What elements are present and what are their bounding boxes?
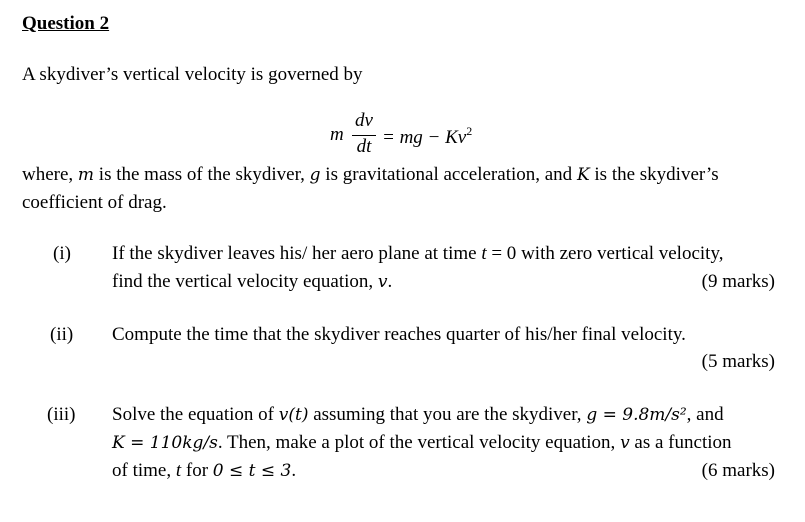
governing-equation: [330, 110, 550, 166]
eq-numerator: dv: [355, 110, 373, 131]
part-ii-label: (ii): [50, 324, 74, 345]
part-i-v: v: [377, 272, 388, 292]
part-iii-line-3: of time, t for 0 ≤ t ≤ 3.: [112, 460, 297, 481]
part-ii-line-1: Compute the time that the skydiver reaches quarter of his/her final velocity.: [112, 324, 686, 345]
part-i-marks: (9 marks): [701, 271, 775, 292]
part-iii-marks: (6 marks): [701, 460, 775, 481]
symbol-K: K: [576, 165, 590, 185]
symbol-m: m: [77, 165, 95, 185]
part-i-line-1: If the skydiver leaves his/ her aero plane at time t = 0 with zero vertical velocity,: [112, 243, 724, 264]
eq-rhs: = mg − $Kv^2$: [382, 124, 473, 148]
part-i-line-2: find the vertical velocity equation, v.: [112, 271, 393, 292]
eq-exponent: 2: [466, 124, 473, 138]
part-iii-K-value: K = 110kg/s: [112, 433, 218, 453]
part-iii-line-1: Solve the equation of v(t) assuming that you are the skydiver, g = 9.8m/s², and: [112, 404, 724, 425]
eq-denominator: dt: [356, 136, 372, 157]
eq-mass: m: [330, 124, 344, 145]
part-iii-v: v: [620, 433, 630, 453]
where-line-2: coefficient of drag.: [22, 192, 167, 213]
part-iii-label: (iii): [47, 404, 76, 425]
where-line-1: where, m is the mass of the skydiver, g is gravitational acceleration, and K is the skydiver’s: [22, 164, 719, 185]
part-iii-line-2: K = 110kg/s. Then, make a plot of the vertical velocity equation, v as a function: [112, 432, 732, 453]
part-iii-range: 0 ≤ t ≤ 3: [212, 461, 292, 481]
symbol-g: g: [309, 165, 321, 185]
part-i-label: (i): [53, 243, 71, 264]
part-iii-vt: v(t): [278, 405, 309, 425]
part-i-t: t: [481, 243, 487, 264]
part-iii-t: t: [175, 460, 182, 481]
part-iii-g-value: g = 9.8m/s²: [586, 405, 687, 425]
question-title: Question 2: [22, 13, 110, 34]
intro-text: A skydiver’s vertical velocity is governed by: [22, 64, 363, 85]
part-ii-marks: (5 marks): [701, 351, 775, 372]
